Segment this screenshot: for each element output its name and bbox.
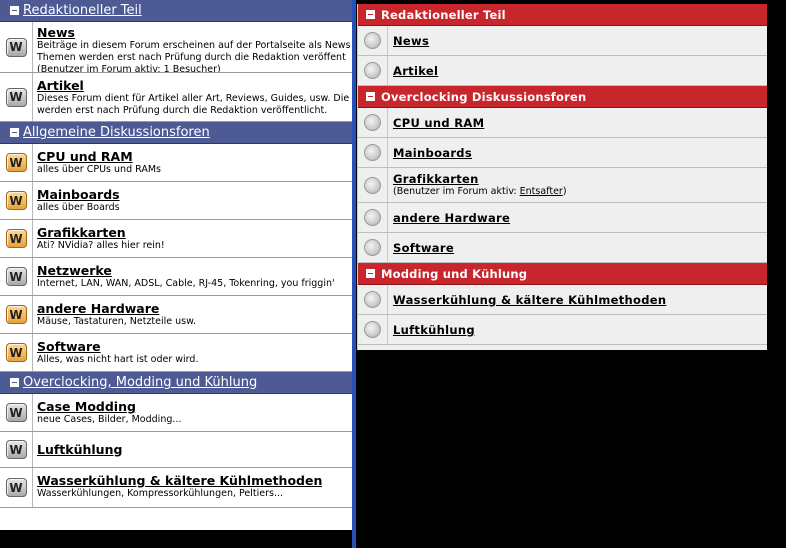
- forum-link-news[interactable]: News: [37, 25, 75, 40]
- forum-link-grafikkarten[interactable]: Grafikkarten: [37, 225, 126, 240]
- forum-link-case-modding[interactable]: Case Modding: [37, 399, 136, 414]
- forum-link-news[interactable]: News: [393, 33, 430, 48]
- w-forum-icon: W: [6, 343, 27, 362]
- forum-row-software: [0, 334, 352, 372]
- category-header-overclocking-diskussionsforen[interactable]: [358, 86, 767, 108]
- category-header-redaktioneller-teil[interactable]: [358, 4, 767, 26]
- collapse-minus-icon[interactable]: [10, 6, 19, 15]
- forum-link-artikel[interactable]: Artikel: [37, 78, 84, 93]
- collapse-minus-icon[interactable]: [10, 378, 19, 387]
- w-forum-icon: W: [6, 38, 27, 57]
- category-title[interactable]: Overclocking Diskussionsforen: [381, 89, 587, 104]
- w-forum-icon: W: [6, 88, 27, 107]
- forum-row-software: [358, 233, 767, 263]
- gray-circle-icon: [364, 291, 381, 308]
- forum-description: Mäuse, Tastaturen, Netzteile usw.: [37, 316, 197, 327]
- collapse-minus-icon[interactable]: [10, 128, 19, 137]
- forum-link-mainboards[interactable]: Mainboards: [393, 145, 472, 160]
- category-header-overclocking-modding-kuehlung[interactable]: [0, 372, 352, 394]
- forum-link-grafikkarten[interactable]: Grafikkarten: [393, 172, 479, 186]
- w-forum-icon: W: [6, 478, 27, 497]
- forum-row-andere-hardware: [358, 203, 767, 233]
- forum-link-artikel[interactable]: Artikel: [393, 63, 439, 78]
- forum-link-cpu-und-ram[interactable]: CPU und RAM: [393, 115, 485, 130]
- left-forum-panel: [0, 0, 352, 530]
- forum-link-wasserkuehlung[interactable]: Wasserkühlung & kältere Kühlmethoden: [393, 292, 667, 307]
- forum-link-mainboards[interactable]: Mainboards: [37, 187, 120, 202]
- category-title[interactable]: Modding und Kühlung: [381, 266, 528, 281]
- forum-active-users: (Benutzer im Forum aktiv: Entsafter): [393, 186, 567, 197]
- category-header-allgemeine-diskussionsforen[interactable]: [0, 122, 352, 144]
- w-forum-icon: W: [6, 440, 27, 459]
- left-panel-bottom-bar: [0, 530, 352, 548]
- w-forum-icon: W: [6, 229, 27, 248]
- forum-description: alles über CPUs und RAMs: [37, 164, 161, 175]
- forum-description: Internet, LAN, WAN, ADSL, Cable, RJ-45, Tokenring, you friggin': [37, 278, 335, 289]
- gray-circle-icon: [364, 239, 381, 256]
- forum-description: alles über Boards: [37, 202, 120, 213]
- forum-description: Dieses Forum dient für Artikel aller Art, Reviews, Guides, usw. Die: [37, 93, 350, 104]
- collapse-minus-icon[interactable]: [366, 269, 375, 278]
- forum-link-andere-hardware[interactable]: andere Hardware: [37, 301, 160, 316]
- forum-link-luftkuehlung[interactable]: Luftkühlung: [37, 442, 123, 457]
- right-forum-panel: [357, 4, 767, 350]
- forum-row-grafikkarten: [358, 168, 767, 203]
- forum-row-case-modding: [0, 394, 352, 432]
- active-user-link[interactable]: Entsafter: [519, 186, 563, 197]
- forum-row-mainboards: [358, 138, 767, 168]
- gray-circle-icon: [364, 144, 381, 161]
- forum-link-luftkuehlung[interactable]: Luftkühlung: [393, 322, 475, 337]
- category-header-redaktioneller-teil[interactable]: [0, 0, 352, 22]
- forum-row-artikel: [0, 73, 352, 122]
- forum-row-news: [358, 26, 767, 56]
- forum-row-wasserkuehlung: [0, 468, 352, 508]
- forum-row-luftkuehlung: [0, 432, 352, 468]
- forum-link-software[interactable]: Software: [393, 240, 454, 255]
- forum-link-software[interactable]: Software: [37, 339, 101, 354]
- gray-circle-icon: [364, 62, 381, 79]
- forum-row-news: [0, 22, 352, 73]
- w-forum-icon: W: [6, 305, 27, 324]
- gray-circle-icon: [364, 32, 381, 49]
- category-title[interactable]: Redaktioneller Teil: [381, 7, 506, 22]
- category-header-modding-und-kuehlung[interactable]: [358, 263, 767, 285]
- forum-row-andere-hardware: [0, 296, 352, 334]
- forum-link-andere-hardware[interactable]: andere Hardware: [393, 210, 511, 225]
- w-forum-icon: W: [6, 403, 27, 422]
- forum-description: Alles, was nicht hart ist oder wird.: [37, 354, 199, 365]
- forum-description: werden erst nach Prüfung durch die Redaktion veröffentlicht.: [37, 105, 328, 116]
- category-title[interactable]: Redaktioneller Teil: [23, 3, 142, 18]
- gray-circle-icon: [364, 114, 381, 131]
- forum-row-wasserkuehlung: [358, 285, 767, 315]
- forum-row-luftkuehlung: [358, 315, 767, 345]
- forum-row-grafikkarten: [0, 220, 352, 258]
- forum-link-netzwerke[interactable]: Netzwerke: [37, 263, 112, 278]
- forum-active-users: (Benutzer im Forum aktiv: 1 Besucher): [37, 64, 221, 72]
- category-title[interactable]: Overclocking, Modding und Kühlung: [23, 375, 258, 390]
- forum-description: neue Cases, Bilder, Modding...: [37, 414, 182, 425]
- forum-row-cpu-und-ram: [358, 108, 767, 138]
- forum-description: Wasserkühlungen, Kompressorkühlungen, Peltiers...: [37, 488, 284, 499]
- forum-description: Beiträge in diesem Forum erscheinen auf der Portalseite als News: [37, 40, 351, 51]
- gray-circle-icon: [364, 321, 381, 338]
- forum-link-cpu-und-ram[interactable]: CPU und RAM: [37, 149, 133, 164]
- forum-row-artikel: [358, 56, 767, 86]
- forum-description: Themen werden erst nach Prüfung durch die Redaktion veröffent: [37, 52, 346, 63]
- forum-description: Ati? NVidia? alles hier rein!: [37, 240, 165, 251]
- collapse-minus-icon[interactable]: [366, 10, 375, 19]
- forum-row-netzwerke: [0, 258, 352, 296]
- category-title[interactable]: Allgemeine Diskussionsforen: [23, 125, 210, 140]
- forum-row-cpu-und-ram: [0, 144, 352, 182]
- w-forum-icon: W: [6, 153, 27, 172]
- panel-divider: [352, 0, 356, 548]
- gray-circle-icon: [364, 209, 381, 226]
- collapse-minus-icon[interactable]: [366, 92, 375, 101]
- w-forum-icon: W: [6, 191, 27, 210]
- forum-row-mainboards: [0, 182, 352, 220]
- forum-link-wasserkuehlung[interactable]: Wasserkühlung & kältere Kühlmethoden: [37, 473, 323, 488]
- gray-circle-icon: [364, 177, 381, 194]
- w-forum-icon: W: [6, 267, 27, 286]
